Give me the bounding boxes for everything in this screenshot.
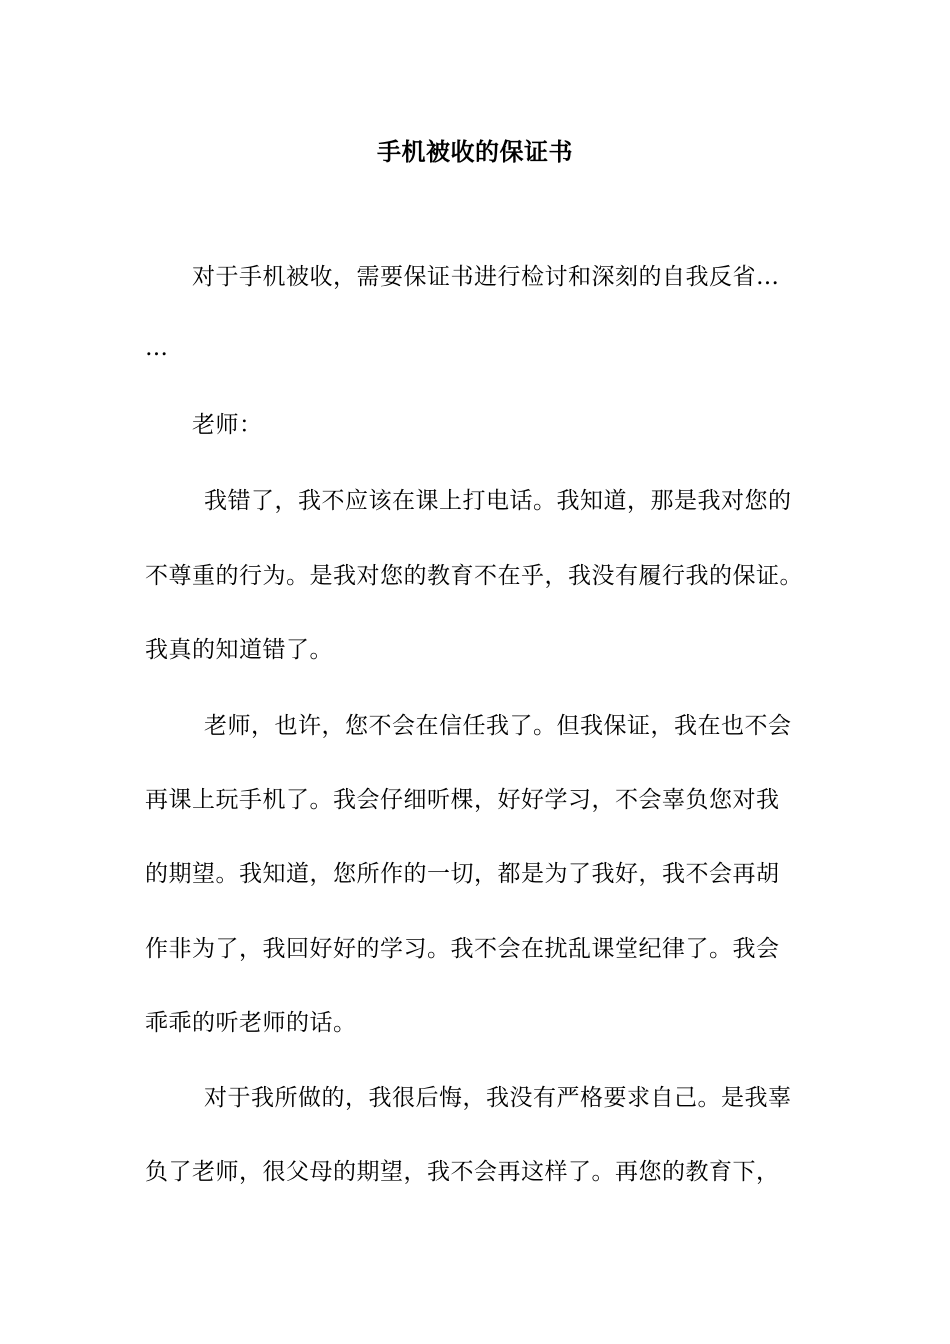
- document-title: 手机被收的保证书: [377, 137, 573, 166]
- paragraph-line: 负了老师，很父母的期望，我不会再这样了。再您的教育下，: [145, 1159, 780, 1185]
- paragraph-line: 作非为了，我回好好的学习。我不会在扰乱课堂纪律了。我会: [145, 936, 780, 962]
- paragraph-line: 乖乖的听老师的话。: [145, 1010, 357, 1036]
- paragraph-line: 我错了，我不应该在课上打电话。我知道，那是我对您的: [204, 488, 792, 514]
- salutation: 老师：: [192, 412, 263, 438]
- paragraph-line: 老师，也许，您不会在信任我了。但我保证，我在也不会: [204, 713, 792, 739]
- paragraph-line: 再课上玩手机了。我会仔细听棵，好好学习，不会辜负您对我: [145, 787, 780, 813]
- paragraph-line: 对于手机被收，需要保证书进行检讨和深刻的自我反省…: [192, 264, 780, 290]
- paragraph-line: 的期望。我知道，您所作的一切，都是为了我好，我不会再胡: [145, 861, 780, 887]
- paragraph-line: 不尊重的行为。是我对您的教育不在乎，我没有履行我的保证。: [145, 563, 803, 589]
- paragraph-line: 对于我所做的，我很后悔，我没有严格要求自己。是我辜: [204, 1085, 792, 1111]
- paragraph-line: 我真的知道错了。: [145, 637, 333, 663]
- paragraph-line: …: [145, 335, 169, 361]
